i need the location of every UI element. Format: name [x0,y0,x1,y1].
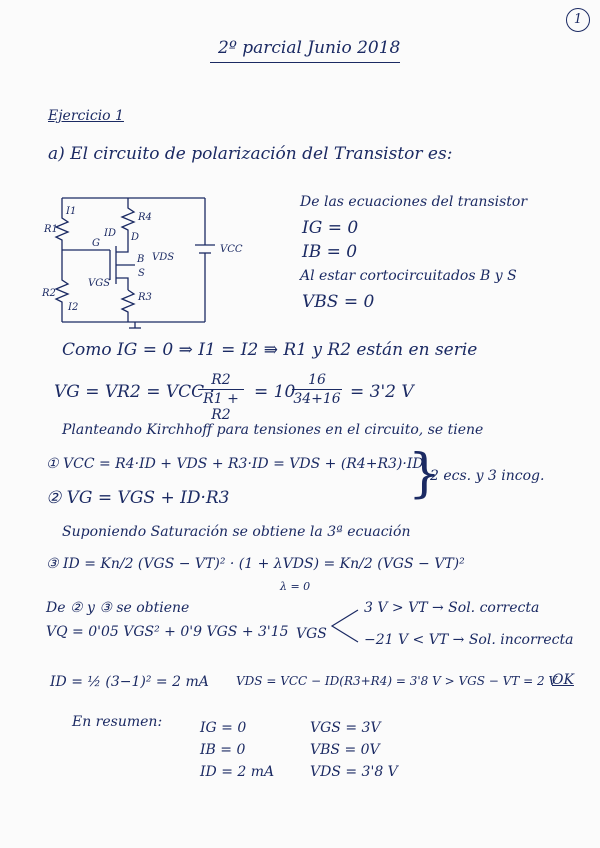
summary-vbs: VBS = 0V [310,742,380,758]
label-s: S [138,268,145,279]
summary-id: ID = 2 mA [200,764,275,780]
vg-numerator: R2 [211,372,231,388]
label-i1: I1 [66,206,77,217]
page-number: 1 [566,8,590,32]
eq-ig: IG = 0 [302,218,359,238]
transistor-eqs-heading: De las ecuaciones del transistor [300,194,528,210]
resistor-r3 [122,290,134,322]
brace-note: 2 ecs. y 3 incog. [430,468,545,484]
summary-ib: IB = 0 [200,742,246,758]
eq-vbs: VBS = 0 [302,292,375,312]
vg-denominator: R1 + R2 [203,391,239,423]
exercise-heading: Ejercicio 1 [48,108,124,124]
label-i2: I2 [68,302,79,313]
de23-line: De ② y ③ se obtiene [46,600,190,616]
vg-denominator-2: 34+16 [293,391,341,407]
solution-2: −21 V < VT → Sol. incorrecta [364,632,574,648]
resistor-r2 [56,250,68,322]
label-id: ID [104,228,116,239]
saturacion-line: Suponiendo Saturación se obtiene la 3ª ecuación [62,524,411,540]
vg-eq: = 10 [254,382,296,402]
label-vcc: VCC [220,244,243,255]
lambda-note: λ = 0 [280,580,311,593]
label-r2: R2 [42,288,56,299]
vg-fraction-2 [292,372,342,407]
summary-ig: IG = 0 [200,720,247,736]
label-r1: R1 [44,224,58,235]
intro-text: a) El circuito de polarización del Transistor es: [48,144,453,164]
label-b: B [137,254,145,265]
solution-1: 3 V > VT → Sol. correcta [364,600,540,616]
title-underline [210,62,400,63]
eq-ib: IB = 0 [302,242,358,262]
vg-result: = 3'2 V [350,382,414,402]
solution-branch-lines [330,606,360,646]
vgs-root-label: VGS [296,626,327,642]
vg-fraction-bar-2 [292,389,342,390]
quadratic-eq: VQ = 0'05 VGS² + 0'9 VGS + 3'15 [46,624,289,640]
kirchhoff-line: Planteando Kirchhoff para tensiones en el circuito, se tiene [62,422,484,438]
label-vgs: VGS [88,278,111,289]
ok-mark: OK [552,672,574,688]
summary-vds: VDS = 3'8 V [310,764,398,780]
label-g: G [92,238,100,249]
summary-label: En resumen: [72,714,163,730]
vds-calculation: VDS = VCC − ID(R3+R4) = 3'8 V > VGS − VT = 2 V [236,674,558,688]
label-r3: R3 [138,292,152,303]
summary-vgs: VGS = 3V [310,720,381,736]
bias-circuit-diagram [40,190,270,335]
equations-brace: } [408,444,442,504]
equation-2: ② VG = VGS + ID·R3 [46,488,230,508]
equation-1: ① VCC = R4·ID + VDS + R3·ID = VDS + (R4+R3)·ID [46,456,424,472]
id-calculation: ID = ½ (3−1)² = 2 mA [50,674,209,690]
vg-fraction [198,372,244,423]
equation-3: ③ ID = Kn/2 (VGS − VT)² · (1 + λVDS) = Kn/2 (VGS − VT)² [46,556,465,572]
vg-numerator-2: 16 [308,372,326,388]
vg-formula: VG = VR2 = VCC · [54,382,215,402]
label-vds: VDS [152,252,175,263]
short-note: Al estar cortocircuitados B y S [300,268,517,284]
como-line: Como IG = 0 ⇒ I1 = I2 ⇛ R1 y R2 están en serie [62,340,478,360]
label-d: D [131,232,140,243]
vg-fraction-bar [198,389,244,390]
page-title: 2º parcial Junio 2018 [218,38,401,58]
label-r4: R4 [138,212,152,223]
